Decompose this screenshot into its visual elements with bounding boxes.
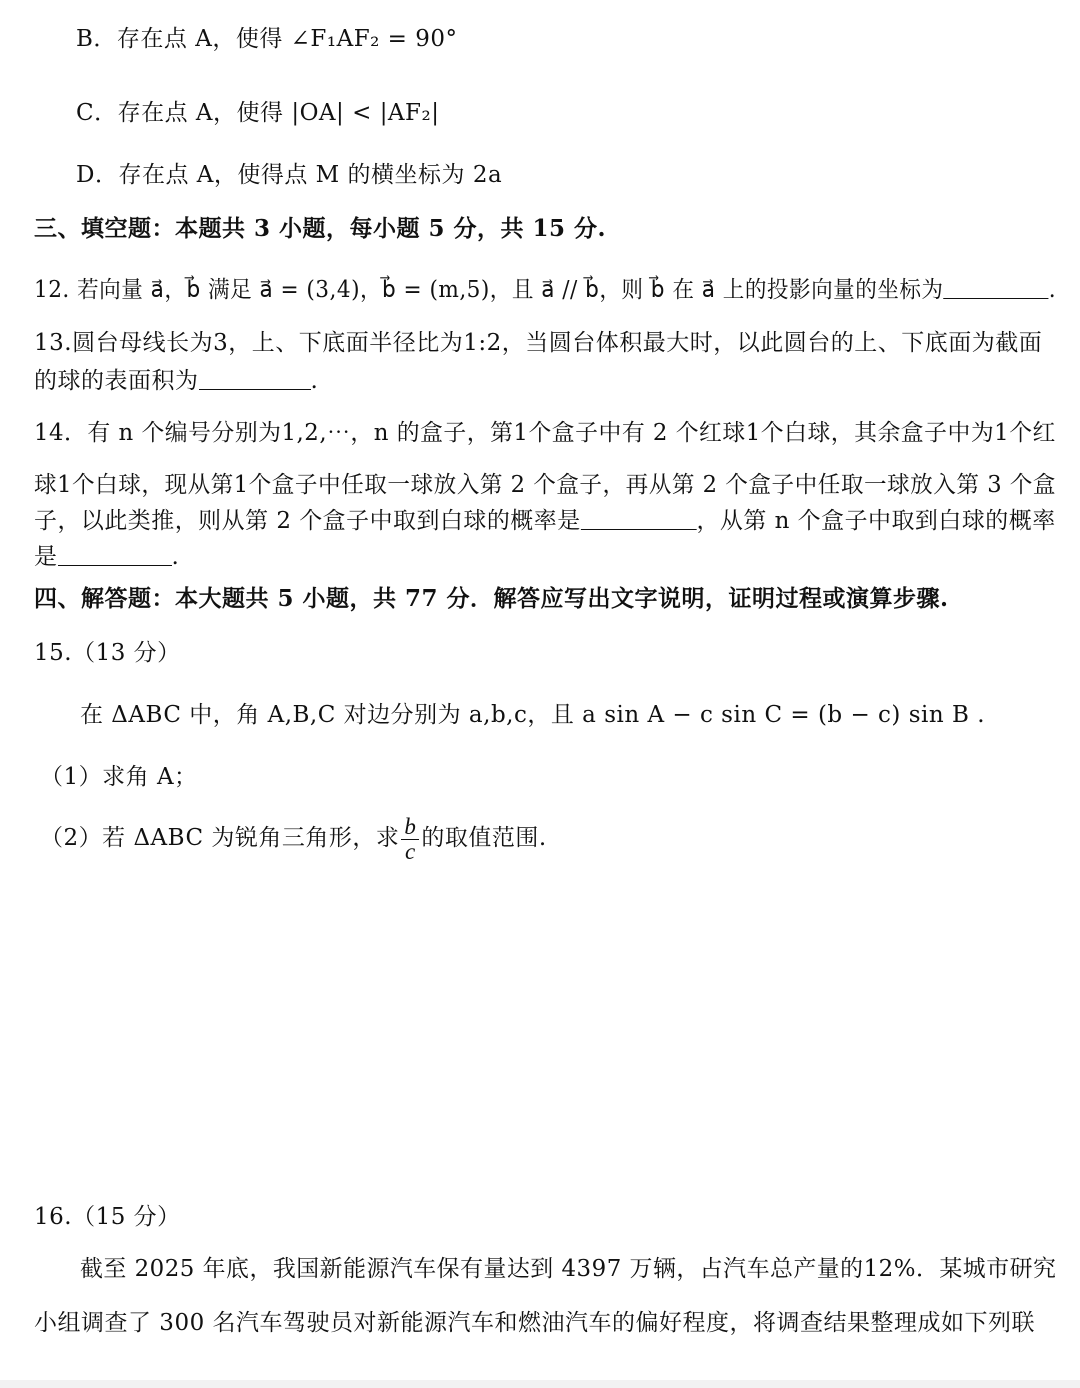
question-14-tail: . — [171, 544, 180, 570]
question-14-line-4 — [34, 542, 179, 572]
option-b: B．存在点 A，使得 ∠F₁AF₂ = 90° — [76, 26, 458, 52]
option-d: D．存在点 A，使得点 M 的横坐标为 2a — [76, 162, 503, 188]
question-15-part-2 — [40, 808, 547, 868]
section-3-heading: 三、填空题：本题共 3 小题，每小题 5 分，共 15 分. — [34, 215, 607, 242]
answer-blank-13[interactable] — [199, 367, 311, 390]
question-13-text: 的球的表面积为 — [34, 368, 199, 394]
question-15-stem: 在 ΔABC 中，角 A,B,C 对边分别为 a,b,c，且 a sin A − c sin C = (b − c) sin B . — [80, 702, 986, 728]
question-16-number: 16.（15 分） — [34, 1204, 181, 1230]
fraction-numerator: b — [401, 815, 419, 840]
question-15-part-1: （1）求角 A； — [40, 764, 198, 790]
question-14-line-3 — [34, 506, 1056, 536]
question-12-text: 12. 若向量 a⃗，b⃗ 满足 a⃗ = (3,4)，b⃗ = (m,5)，且 a⃗ // b⃗，则 b⃗ 在 a⃗ 上的投影向量的坐标为 — [34, 277, 944, 303]
question-15-part-2-post: 的取值范围. — [421, 825, 547, 851]
question-13-line-1: 13.圆台母线长为3，上、下底面半径比为1:2，当圆台体积最大时，以此圆台的上、下底面为截面 — [34, 330, 1043, 356]
answer-blank-14a[interactable] — [581, 507, 697, 530]
question-15-number: 15.（13 分） — [34, 640, 181, 666]
question-14-line-1: 14．有 n 个编号分别为1,2,⋯，n 的盒子，第1个盒子中有 2 个红球1个白球，其余盒子中为1个红 — [34, 420, 1056, 446]
question-12 — [34, 275, 1056, 305]
question-12-tail: . — [1048, 277, 1057, 303]
question-14-text-a: 子，以此类推，则从第 2 个盒子中取到白球的概率是 — [34, 508, 581, 534]
question-16-line-1: 截至 2025 年底，我国新能源汽车保有量达到 4397 万辆，占汽车总产量的12%．某城市研究 — [80, 1256, 1057, 1282]
question-16-line-2: 小组调查了 300 名汽车驾驶员对新能源汽车和燃油汽车的偏好程度，将调查结果整理成如下列联 — [34, 1310, 1036, 1336]
question-14-text-c: 是 — [34, 544, 58, 570]
fraction-b-over-c — [401, 815, 419, 864]
page-bottom-edge — [0, 1380, 1080, 1388]
answer-blank-14b[interactable] — [58, 543, 172, 566]
section-4-heading: 四、解答题：本大题共 5 小题，共 77 分．解答应写出文字说明，证明过程或演算步骤. — [34, 585, 949, 612]
question-13-line-2 — [34, 366, 318, 396]
question-14-text-b: ，从第 n 个盒子中取到白球的概率 — [696, 508, 1056, 534]
fraction-denominator: c — [405, 838, 416, 864]
option-c: C．存在点 A，使得 |OA| < |AF₂| — [76, 100, 440, 126]
question-14-line-2: 球1个白球，现从第1个盒子中任取一球放入第 2 个盒子，再从第 2 个盒子中任取一球放入第 3 个盒 — [34, 472, 1057, 498]
question-13-tail: . — [310, 368, 319, 394]
question-15-part-2-pre: （2）若 ΔABC 为锐角三角形，求 — [40, 825, 400, 851]
answer-blank-12[interactable] — [944, 276, 1049, 299]
